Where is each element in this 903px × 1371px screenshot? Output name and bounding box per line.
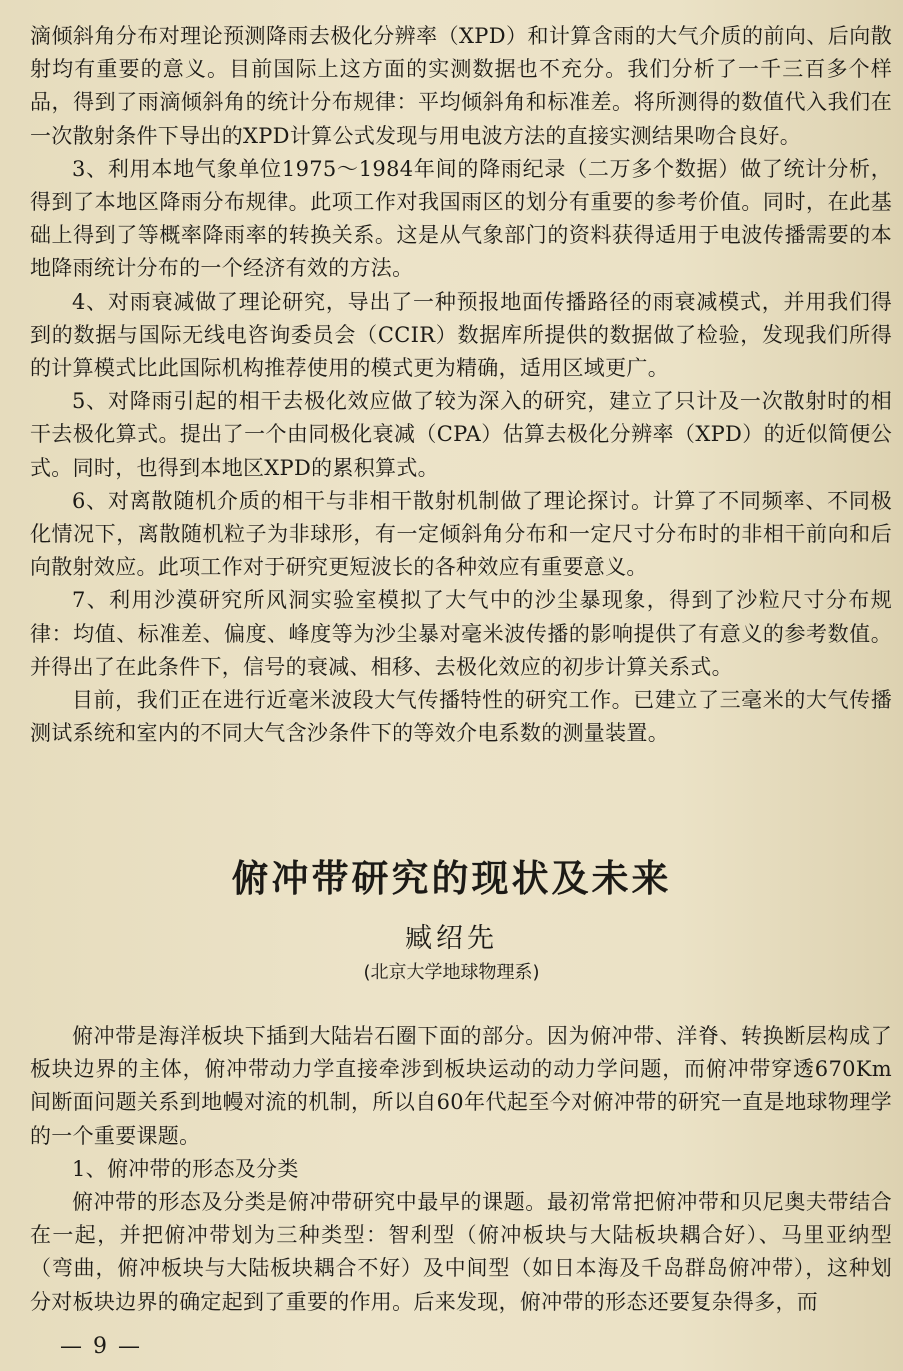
paragraph-current-work: 目前，我们正在进行近毫米波段大气传播特性的研究工作。已建立了三毫米的大气传播测试系统和室内的不同大气含沙条件下的等效介电系数的测量装置。 — [30, 688, 892, 746]
paragraph-intro: 俯冲带是海洋板块下插到大陆岩石圈下面的部分。因为俯冲带、洋脊、转换断层构成了板块边界的主体，俯冲带动力学直接牵涉到板块运动的动力学问题，而俯冲带穿透670Km间断面问题关系到地幔对流的机制，所以自60年代起至今对俯冲带的研究一直是地球物理学的一个重要课题。 — [30, 1024, 892, 1148]
previous-article-continuation — [30, 20, 892, 750]
paragraph-item-6: 6、对离散随机介质的相干与非相干散射机制做了理论探讨。计算了不同频率、不同极化情况下，离散随机粒子为非球形，有一定倾斜角分布和一定尺寸分布时的非相干前向和后向散射效应。此项工作对于研究更短波长的各种效应有重要意义。 — [30, 488, 892, 580]
article-affiliation: (北京大学地球物理系) — [363, 962, 540, 983]
paragraph-item-3: 3、利用本地气象单位1975～1984年间的降雨纪录（二万多个数据）做了统计分析，得到了本地区降雨分布规律。此项工作对我国雨区的划分有重要的参考价值。同时，在此基础上得到了等概率降雨率的转换关系。这是从气象部门的资料获得适用于电波传播需要的本地降雨统计分布的一个经济有效的方法。 — [30, 156, 892, 281]
paragraph-item-5: 5、对降雨引起的相干去极化效应做了较为深入的研究，建立了只计及一次散射时的相干去极化算式。提出了一个由同极化衰减（CPA）估算去极化分辨率（XPD）的近似简便公式。同时，也得到本地区XPD的累积算式。 — [30, 389, 892, 480]
article-author: 臧绍先 — [405, 923, 498, 954]
paragraph-section-1: 俯冲带的形态及分类是俯冲带研究中最早的课题。最初常常把俯冲带和贝尼奥夫带结合在一起，并把俯冲带划为三种类型：智利型（俯冲板块与大陆板块耦合好）、马里亚纳型（弯曲，俯冲板块与大陆板块耦合不好）及中间型（如日本海及千岛群岛俯冲带），这种划分对板块边界的确定起到了重要的作用。后来发现，俯冲带的形态还要复杂得多，而 — [30, 1190, 892, 1314]
paragraph-item-7: 7、利用沙漠研究所风洞实验室模拟了大气中的沙尘暴现象，得到了沙粒尺寸分布规律：均值、标准差、偏度、峰度等为沙尘暴对毫米波传播的影响提供了有意义的参考数值。并得出了在此条件下，信号的衰减、相移、去极化效应的初步计算关系式。 — [30, 588, 892, 679]
page-number: — 9 — — [60, 1334, 142, 1359]
paragraph-item-4: 4、对雨衰减做了理论研究，导出了一种预报地面传播路径的雨衰减模式，并用我们得到的数据与国际无线电咨询委员会（CCIR）数据库所提供的数据做了检验，发现我们所得的计算模式比此国际机构推荐使用的模式更为精确，适用区域更广。 — [30, 289, 892, 381]
section-heading-1: 1、俯冲带的形态及分类 — [72, 1156, 299, 1181]
paragraph-raindrop-tilt: 滴倾斜角分布对理论预测降雨去极化分辨率（XPD）和计算含雨的大气介质的前向、后向散射均有重要的意义。目前国际上这方面的实测数据也不充分。我们分析了一千三百多个样品，得到了雨滴倾斜角的统计分布规律：平均倾斜角和标准差。将所测得的数值代入我们在一次散射条件下导出的XPD计算公式发现与用电波方法的直接实测结果吻合良好。 — [30, 24, 892, 148]
article-title: 俯冲带研究的现状及未来 — [231, 857, 672, 900]
article-body — [30, 1020, 892, 1319]
